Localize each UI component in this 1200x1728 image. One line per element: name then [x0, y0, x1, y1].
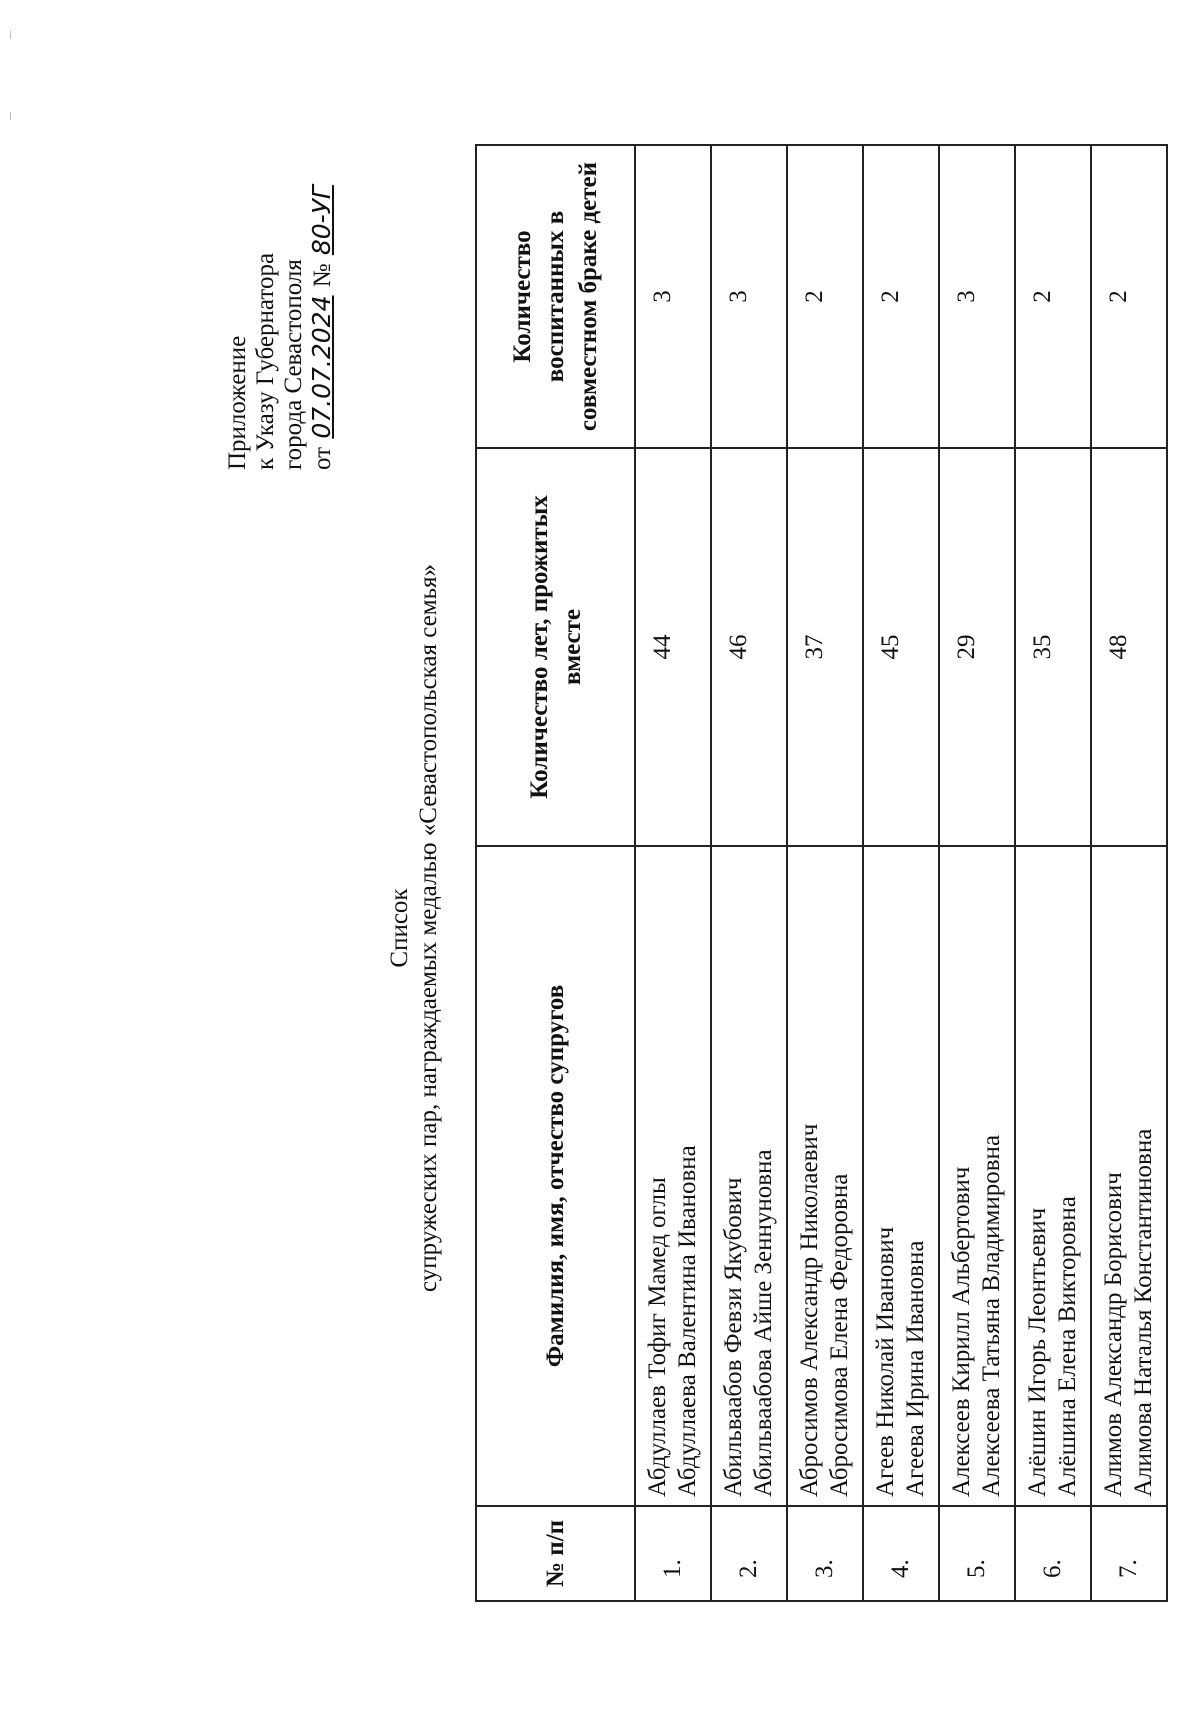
children-count: 3	[939, 145, 1015, 448]
couples-table	[475, 144, 1168, 1602]
husband-name: Абросимов Александр Николаевич	[796, 1123, 823, 1497]
years-together: 37	[787, 448, 863, 846]
years-together: 29	[939, 448, 1015, 846]
children-count: 3	[711, 145, 787, 448]
husband-name: Агеев Николай Иванович	[872, 1226, 899, 1497]
table-row	[635, 145, 711, 1601]
appendix-date-line	[308, 183, 337, 470]
row-number: 4.	[863, 1506, 939, 1601]
header-years: Количество лет, прожитых вместе	[476, 448, 635, 846]
couple-names	[1015, 846, 1091, 1506]
row-number: 7.	[1091, 1506, 1167, 1601]
wife-name: Абдуллаева Валентина Ивановна	[674, 1145, 701, 1497]
couple-names	[1091, 846, 1167, 1506]
wife-name: Алёшина Елена Викторовна	[1054, 1196, 1081, 1497]
wife-name: Алимова Наталья Константиновна	[1130, 1128, 1157, 1497]
husband-name: Алимов Александр Борисович	[1100, 1172, 1127, 1497]
years-together: 44	[635, 448, 711, 846]
years-together: 46	[711, 448, 787, 846]
couple-names	[711, 846, 787, 1506]
husband-name: Алексеев Кирилл Альбертович	[948, 1166, 975, 1497]
couple-names	[787, 846, 863, 1506]
number-sign: №	[309, 263, 336, 288]
years-together: 35	[1015, 448, 1091, 846]
children-count: 3	[635, 145, 711, 448]
title-line-2: супружеских пар, награждаемых медалью «Севастопольская семья»	[415, 564, 442, 1292]
scan-mark	[10, 112, 11, 120]
table-row	[1091, 145, 1167, 1601]
children-count: 2	[1015, 145, 1091, 448]
handwritten-number: 80-УГ	[307, 185, 336, 256]
list-title	[385, 298, 443, 1558]
date-prefix: от	[309, 446, 336, 470]
years-together: 45	[863, 448, 939, 846]
appendix-line-3: города Севастополя	[280, 259, 307, 470]
couple-names	[635, 846, 711, 1506]
wife-name: Абильваабова Айше Зеннуновна	[750, 1149, 777, 1497]
row-number: 5.	[939, 1506, 1015, 1601]
row-number: 3.	[787, 1506, 863, 1601]
table-row	[1015, 145, 1091, 1601]
title-line-1: Список	[386, 888, 413, 968]
appendix-line-1: Приложение	[224, 335, 251, 470]
wife-name: Абросимова Елена Федоровна	[826, 1173, 853, 1497]
table-row	[939, 145, 1015, 1601]
appendix-line-2: к Указу Губернатора	[252, 252, 279, 470]
handwritten-date: 07.07.2024	[307, 295, 336, 439]
children-count: 2	[863, 145, 939, 448]
header-names: Фамилия, имя, отчество супругов	[476, 846, 635, 1506]
row-number: 6.	[1015, 1506, 1091, 1601]
table-row	[711, 145, 787, 1601]
appendix-header	[224, 183, 337, 470]
header-number: № п/п	[476, 1506, 635, 1601]
wife-name: Агеева Ирина Ивановна	[902, 1240, 929, 1497]
children-count: 2	[787, 145, 863, 448]
couple-names	[939, 846, 1015, 1506]
table-row	[787, 145, 863, 1601]
years-together: 48	[1091, 448, 1167, 846]
husband-name: Алёшин Игорь Леонтьевич	[1024, 1207, 1051, 1497]
wife-name: Алексеева Татьяна Владимировна	[978, 1134, 1005, 1497]
scan-mark	[10, 31, 11, 39]
row-number: 2.	[711, 1506, 787, 1601]
table-header-row	[476, 145, 635, 1601]
header-children: Количество воспитанных в совместном браке детей	[476, 145, 635, 448]
husband-name: Абдуллаев Тофиг Мамед оглы	[644, 1177, 671, 1497]
table-row	[863, 145, 939, 1601]
husband-name: Абильваабов Февзи Якубович	[720, 1177, 747, 1497]
couple-names	[863, 846, 939, 1506]
row-number: 1.	[635, 1506, 711, 1601]
children-count: 2	[1091, 145, 1167, 448]
